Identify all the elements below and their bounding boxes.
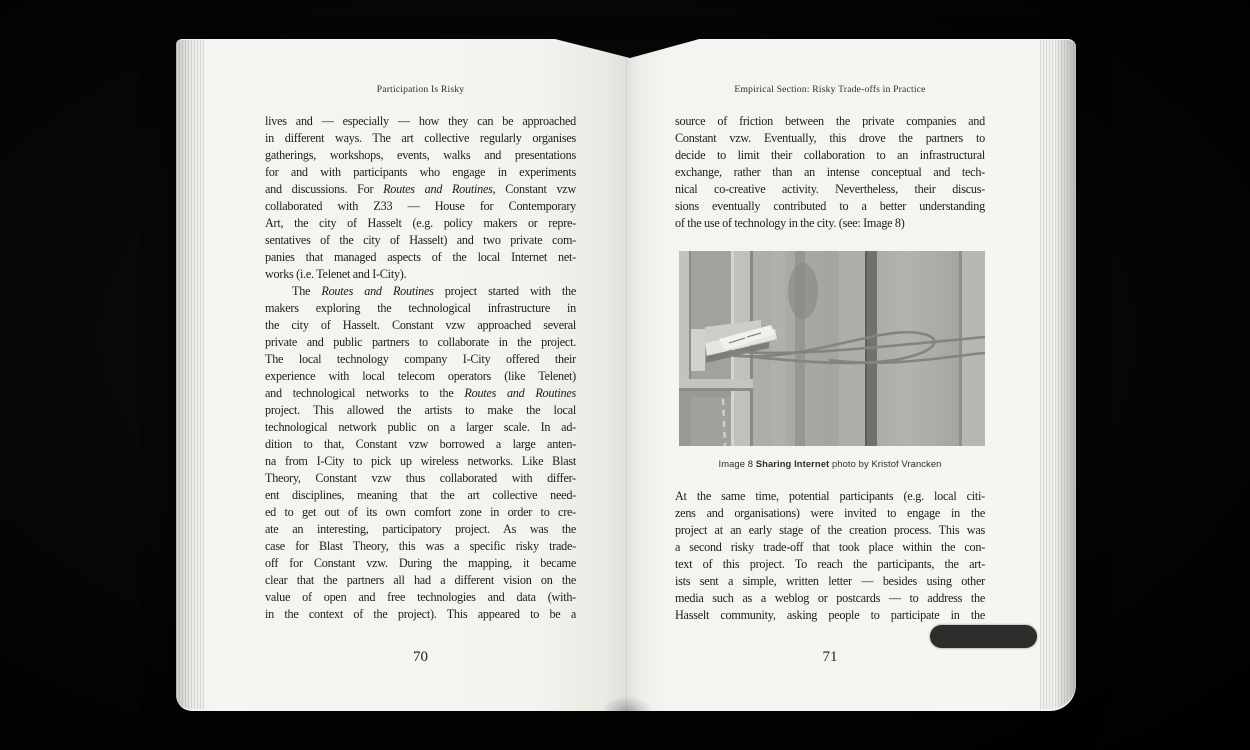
- text-segment: project at an early stage of the creation process. This was: [675, 523, 985, 537]
- right-page-number: 71: [822, 649, 838, 665]
- text-segment: ent disciplines, meaning that the art collective need-: [265, 488, 576, 502]
- text-segment: text of this project. To reach the participants, the art-: [675, 557, 985, 571]
- redaction-pill: [930, 625, 1037, 648]
- text-line: [675, 590, 985, 607]
- right-running-head: Empirical Section: Risky Trade-offs in Practice: [734, 84, 926, 95]
- right-page-text-bottom: [675, 488, 985, 624]
- text-segment: panies that managed aspects of the local Internet net-: [265, 250, 576, 264]
- text-segment: zens and organisations) were invited to engage in the: [675, 506, 985, 520]
- text-line: [265, 385, 576, 402]
- text-line: [265, 402, 576, 419]
- text-line: [265, 504, 576, 521]
- text-line: [675, 488, 985, 505]
- text-segment: works (i.e. Telenet and I-City).: [265, 267, 407, 281]
- text-segment: for and with participants who engage in experiments: [265, 165, 576, 179]
- left-page-text: [265, 113, 576, 623]
- text-line: [675, 573, 985, 590]
- text-segment: nical co-creative activity. Nevertheless, their discus-: [675, 182, 985, 196]
- text-line: [265, 283, 576, 300]
- text-segment: the city of Hasselt. Constant vzw approached several: [265, 318, 576, 332]
- text-segment: The local technology company I-City offered their: [265, 352, 576, 366]
- text-segment: Art, the city of Hasselt (e.g. policy makers or repre-: [265, 216, 576, 230]
- text-line: [265, 232, 576, 249]
- text-line: [265, 215, 576, 232]
- open-book: [176, 39, 1076, 711]
- text-segment: project started with the: [433, 284, 576, 298]
- text-line: [675, 130, 985, 147]
- text-segment: photo by Kristof Vrancken: [829, 458, 942, 469]
- text-line: [265, 453, 576, 470]
- text-segment: technological network public on a larger scale. In ad-: [265, 420, 576, 434]
- text-segment: and technological networks to the: [265, 386, 465, 400]
- text-line: [675, 522, 985, 539]
- text-segment: source of friction between the private companies and: [675, 114, 985, 128]
- text-line: [675, 198, 985, 215]
- text-segment: and discussions. For: [265, 182, 384, 196]
- text-line: [675, 215, 985, 232]
- text-segment: in the context of the project). This appeared to be a: [265, 607, 576, 621]
- text-line: [265, 368, 576, 385]
- text-segment: makers exploring the technological infrastructure in: [265, 301, 576, 315]
- text-line: [265, 538, 576, 555]
- text-line: [675, 164, 985, 181]
- text-segment: At the same time, potential participants (e.g. local citi-: [675, 489, 985, 503]
- text-segment: dition to that, Constant vzw borrowed a large anten-: [265, 437, 576, 451]
- text-segment: Theory, Constant vzw thus collaborated with differ-: [265, 471, 576, 485]
- text-segment: in different ways. The art collective regularly organises: [265, 131, 576, 145]
- text-segment: media such as a weblog or postcards — to address the: [675, 591, 985, 605]
- text-segment: Constant vzw. Eventually, this drove the partners to: [675, 131, 985, 145]
- text-line: [265, 351, 576, 368]
- text-line: [265, 181, 576, 198]
- text-segment: off for Constant vzw. During the mapping, it became: [265, 556, 576, 570]
- text-line: [265, 198, 576, 215]
- text-line: [265, 470, 576, 487]
- text-segment: Sharing Internet: [755, 458, 830, 469]
- text-segment: project. This allowed the artists to make the local: [265, 403, 576, 417]
- text-segment: Image 8: [718, 458, 756, 469]
- text-segment: clear that the partners all had a different vision on the: [265, 573, 576, 587]
- text-segment: gatherings, workshops, events, walks and presentations: [265, 148, 576, 162]
- text-segment: ed to get out of its own comfort zone in order to cre-: [265, 505, 576, 519]
- left-page-number: 70: [413, 649, 428, 665]
- book-gutter: [626, 39, 627, 711]
- text-segment: collaborated with Z33 — House for Contemporary: [265, 199, 576, 213]
- left-running-head: Participation Is Risky: [376, 84, 465, 95]
- text-line: [265, 521, 576, 538]
- text-segment: case for Blast Theory, this was a specific risky trade-: [265, 539, 576, 553]
- text-segment: , Constant vzw: [492, 182, 576, 196]
- text-segment: sions eventually contributed to a better understanding: [675, 199, 985, 213]
- text-line: [265, 555, 576, 572]
- text-line: [265, 147, 576, 164]
- text-line: [675, 556, 985, 573]
- text-line: [265, 589, 576, 606]
- text-segment: a second risky trade-off that took place within the con-: [675, 540, 985, 554]
- text-line: [265, 572, 576, 589]
- spine-bottom-shadow: [601, 696, 653, 712]
- text-line: [265, 334, 576, 351]
- text-segment: The: [292, 284, 322, 298]
- text-line: [265, 300, 576, 317]
- text-line: [675, 113, 985, 130]
- text-line: [265, 487, 576, 504]
- left-page-edges: [176, 40, 204, 709]
- figure-photo-sharing-internet: [679, 251, 985, 446]
- text-line: [265, 419, 576, 436]
- text-segment: of the use of technology in the city. (see: Image 8): [675, 216, 905, 230]
- text-segment: lives and — especially — how they can be approached: [265, 114, 576, 128]
- figure-caption: [675, 458, 985, 469]
- right-page-edges: [1040, 40, 1076, 709]
- text-line: [265, 113, 576, 130]
- text-segment: exchange, rather than an intense conceptual and tech-: [675, 165, 985, 179]
- text-segment: ate an interesting, participatory project. As was the: [265, 522, 576, 536]
- text-line: [675, 505, 985, 522]
- text-segment: private and public partners to collaborate in the project.: [265, 335, 576, 349]
- text-segment: Routes and Routines: [464, 386, 577, 400]
- text-segment: decide to limit their collaboration to an infrastructural: [675, 148, 985, 162]
- text-segment: sentatives of the city of Hasselt) and two private com-: [265, 233, 576, 247]
- text-segment: Routes and Routines: [383, 182, 493, 196]
- text-line: [265, 164, 576, 181]
- text-segment: Hasselt community, asking people to participate in the: [675, 608, 985, 622]
- text-line: [265, 606, 576, 623]
- text-segment: na from I-City to pick up wireless networks. Like Blast: [265, 454, 576, 468]
- text-line: [675, 607, 985, 624]
- text-segment: ists sent a simple, written letter — besides using other: [675, 574, 985, 588]
- text-line: [265, 249, 576, 266]
- text-segment: Routes and Routines: [321, 284, 434, 298]
- text-line: [265, 317, 576, 334]
- text-segment: value of open and free technologies and data (with-: [265, 590, 576, 604]
- right-page-text-top: [675, 113, 985, 232]
- text-line: [675, 147, 985, 164]
- text-line: [675, 539, 985, 556]
- text-line: [675, 181, 985, 198]
- text-line: [265, 266, 576, 283]
- text-segment: experience with local telecom operators (like Telenet): [265, 369, 576, 383]
- text-line: [265, 436, 576, 453]
- text-line: [265, 130, 576, 147]
